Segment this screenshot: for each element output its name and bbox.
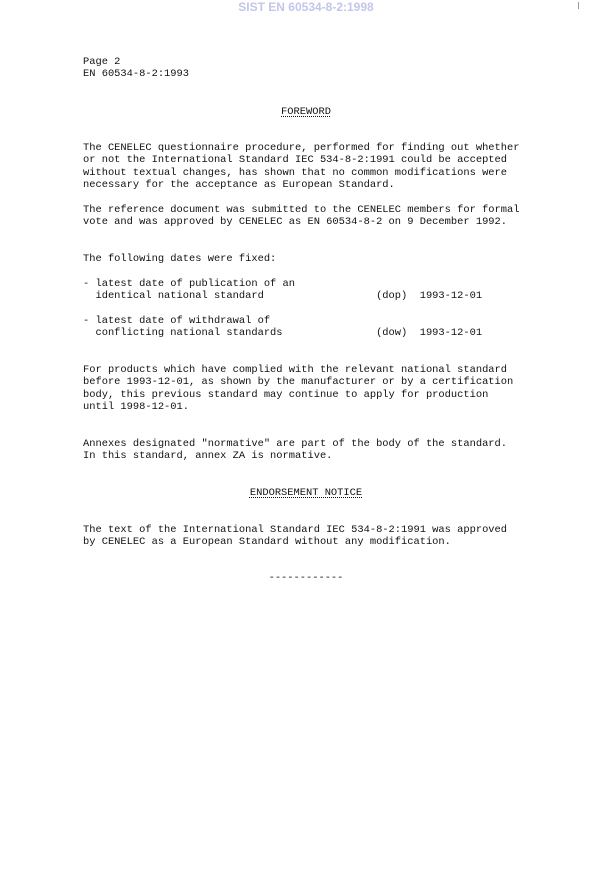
date-code: (dow) (376, 327, 408, 340)
endorsement-paragraph (83, 524, 507, 549)
document-id: EN 60534-8-2:1993 (83, 68, 190, 81)
text-line: In this standard, annex ZA is normative. (83, 450, 333, 463)
watermark: SIST EN 60534-8-2:1998 (238, 0, 374, 14)
foreword-title: FOREWORD (281, 106, 331, 118)
text-line: The text of the International Standard IEC 534-8-2:1991 was approved (83, 524, 508, 536)
foreword-paragraph-2 (83, 204, 519, 229)
date-code: (dop) (376, 290, 408, 303)
foreword-paragraph-1 (83, 142, 519, 192)
date-item-label: - latest date of publication of an (83, 278, 296, 290)
dates-intro-text: The following dates were fixed: (83, 253, 277, 265)
text-line: vote and was approved by CENELEC as EN 60534-8-2 on 9 December 1992. (83, 216, 508, 229)
text-line: The CENELEC questionnaire procedure, performed for finding out whether (83, 142, 520, 154)
end-rule-block (0, 572, 612, 584)
endorsement-title: ENDORSEMENT NOTICE (249, 487, 363, 499)
foreword-paragraph-3 (83, 364, 513, 414)
text-line: For products which have complied with the relevant national standard (83, 364, 508, 376)
endorsement-heading (0, 487, 612, 499)
page-mark (578, 2, 579, 9)
page-number: Page 2 (83, 56, 121, 68)
date-item-dop (83, 278, 533, 303)
foreword-heading (0, 106, 612, 118)
text-line: Annexes designated "normative" are part of the body of the standard. (83, 438, 508, 450)
text-line: body, this previous standard may continue to apply for production (83, 388, 489, 401)
dates-intro (83, 253, 276, 265)
date-item-dow (83, 315, 533, 340)
page-header (83, 56, 189, 81)
date-value: 1993-12-01 (419, 290, 483, 303)
date-value: 1993-12-01 (419, 327, 483, 340)
text-line: or not the International Standard IEC 534-8-2:1991 could be accepted (83, 154, 508, 167)
text-line: without textual changes, has shown that no common modifications were (83, 166, 508, 179)
text-line: The reference document was submitted to the CENELEC members for formal (83, 204, 520, 216)
text-line: by CENELEC as a European Standard without any modification. (83, 536, 451, 549)
end-rule: ------------ (268, 572, 344, 584)
text-line: before 1993-12-01, as shown by the manufacturer or by a certification (83, 376, 514, 389)
date-item-label: identical national standard (95, 290, 264, 303)
date-item-label: - latest date of withdrawal of (83, 315, 271, 327)
text-line: necessary for the acceptance as European Standard. (83, 179, 395, 192)
foreword-paragraph-4 (83, 438, 507, 463)
text-line: until 1998-12-01. (83, 401, 190, 414)
date-item-label: conflicting national standards (95, 327, 283, 340)
